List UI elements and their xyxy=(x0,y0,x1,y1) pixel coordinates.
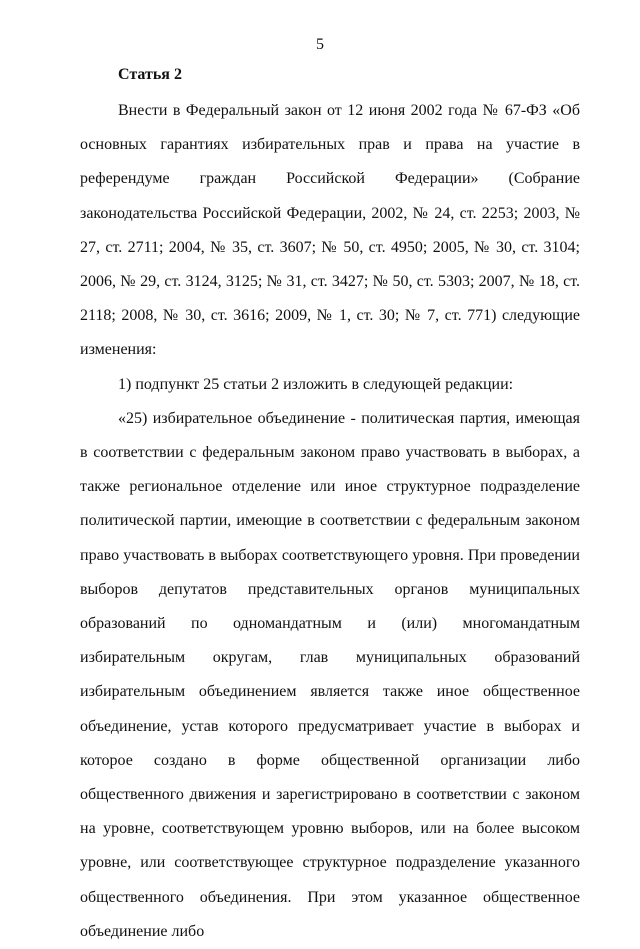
paragraph-amendment-intro: Внести в Федеральный закон от 12 июня 2002 года № 67-ФЗ «Об основных гарантиях избирательных прав и права на участие в референдуме граждан Российской Федерации» (Собрание законодательства Российской Федерации, 2002, № 24, ст. 2253; 2003, № 27, ст. 2711; 2004, № 35, ст. 3607; № 50, ст. 4950; 2005, № 30, ст. 3104; 2006, № 29, ст. 3124, 3125; № 31, ст. 3427; № 50, ст. 5303; 2007, № 18, ст. 2118; 2008, № 30, ст. 3616; 2009, № 1, ст. 30; № 7, ст. 771) следующие изменения: xyxy=(80,102,580,359)
document-body xyxy=(80,94,580,949)
article-heading: Статья 2 xyxy=(118,66,182,83)
page-number: 5 xyxy=(316,36,324,53)
paragraph-subpoint-1: 1) подпункт 25 статьи 2 изложить в следующей редакции: xyxy=(118,375,514,393)
paragraph-definition-25: «25) избирательное объединение - политическая партия, имеющая в соответствии с федеральным законом право участвовать в выборах, а также региональное отделение или иное структурное подразделение политической партии, имеющие в соответствии с федеральным законом право участвовать в выборах соответствующего уровня. При проведении выборов депутатов представительных органов муниципальных образований по одномандатным и (или) многомандатным избирательным округам, глав муниципальных образований избирательным объединением является также иное общественное объединение, устав которого предусматривает участие в выборах и которое создано в форме общественной организации либо общественного движения и зарегистрировано в соответствии с законом на уровне, соответствующем уровню выборов, или на более высоком уровне, или соответствующее структурное подразделение указанного общественного объединения. При этом указанное общественное объединение либо xyxy=(80,409,580,940)
